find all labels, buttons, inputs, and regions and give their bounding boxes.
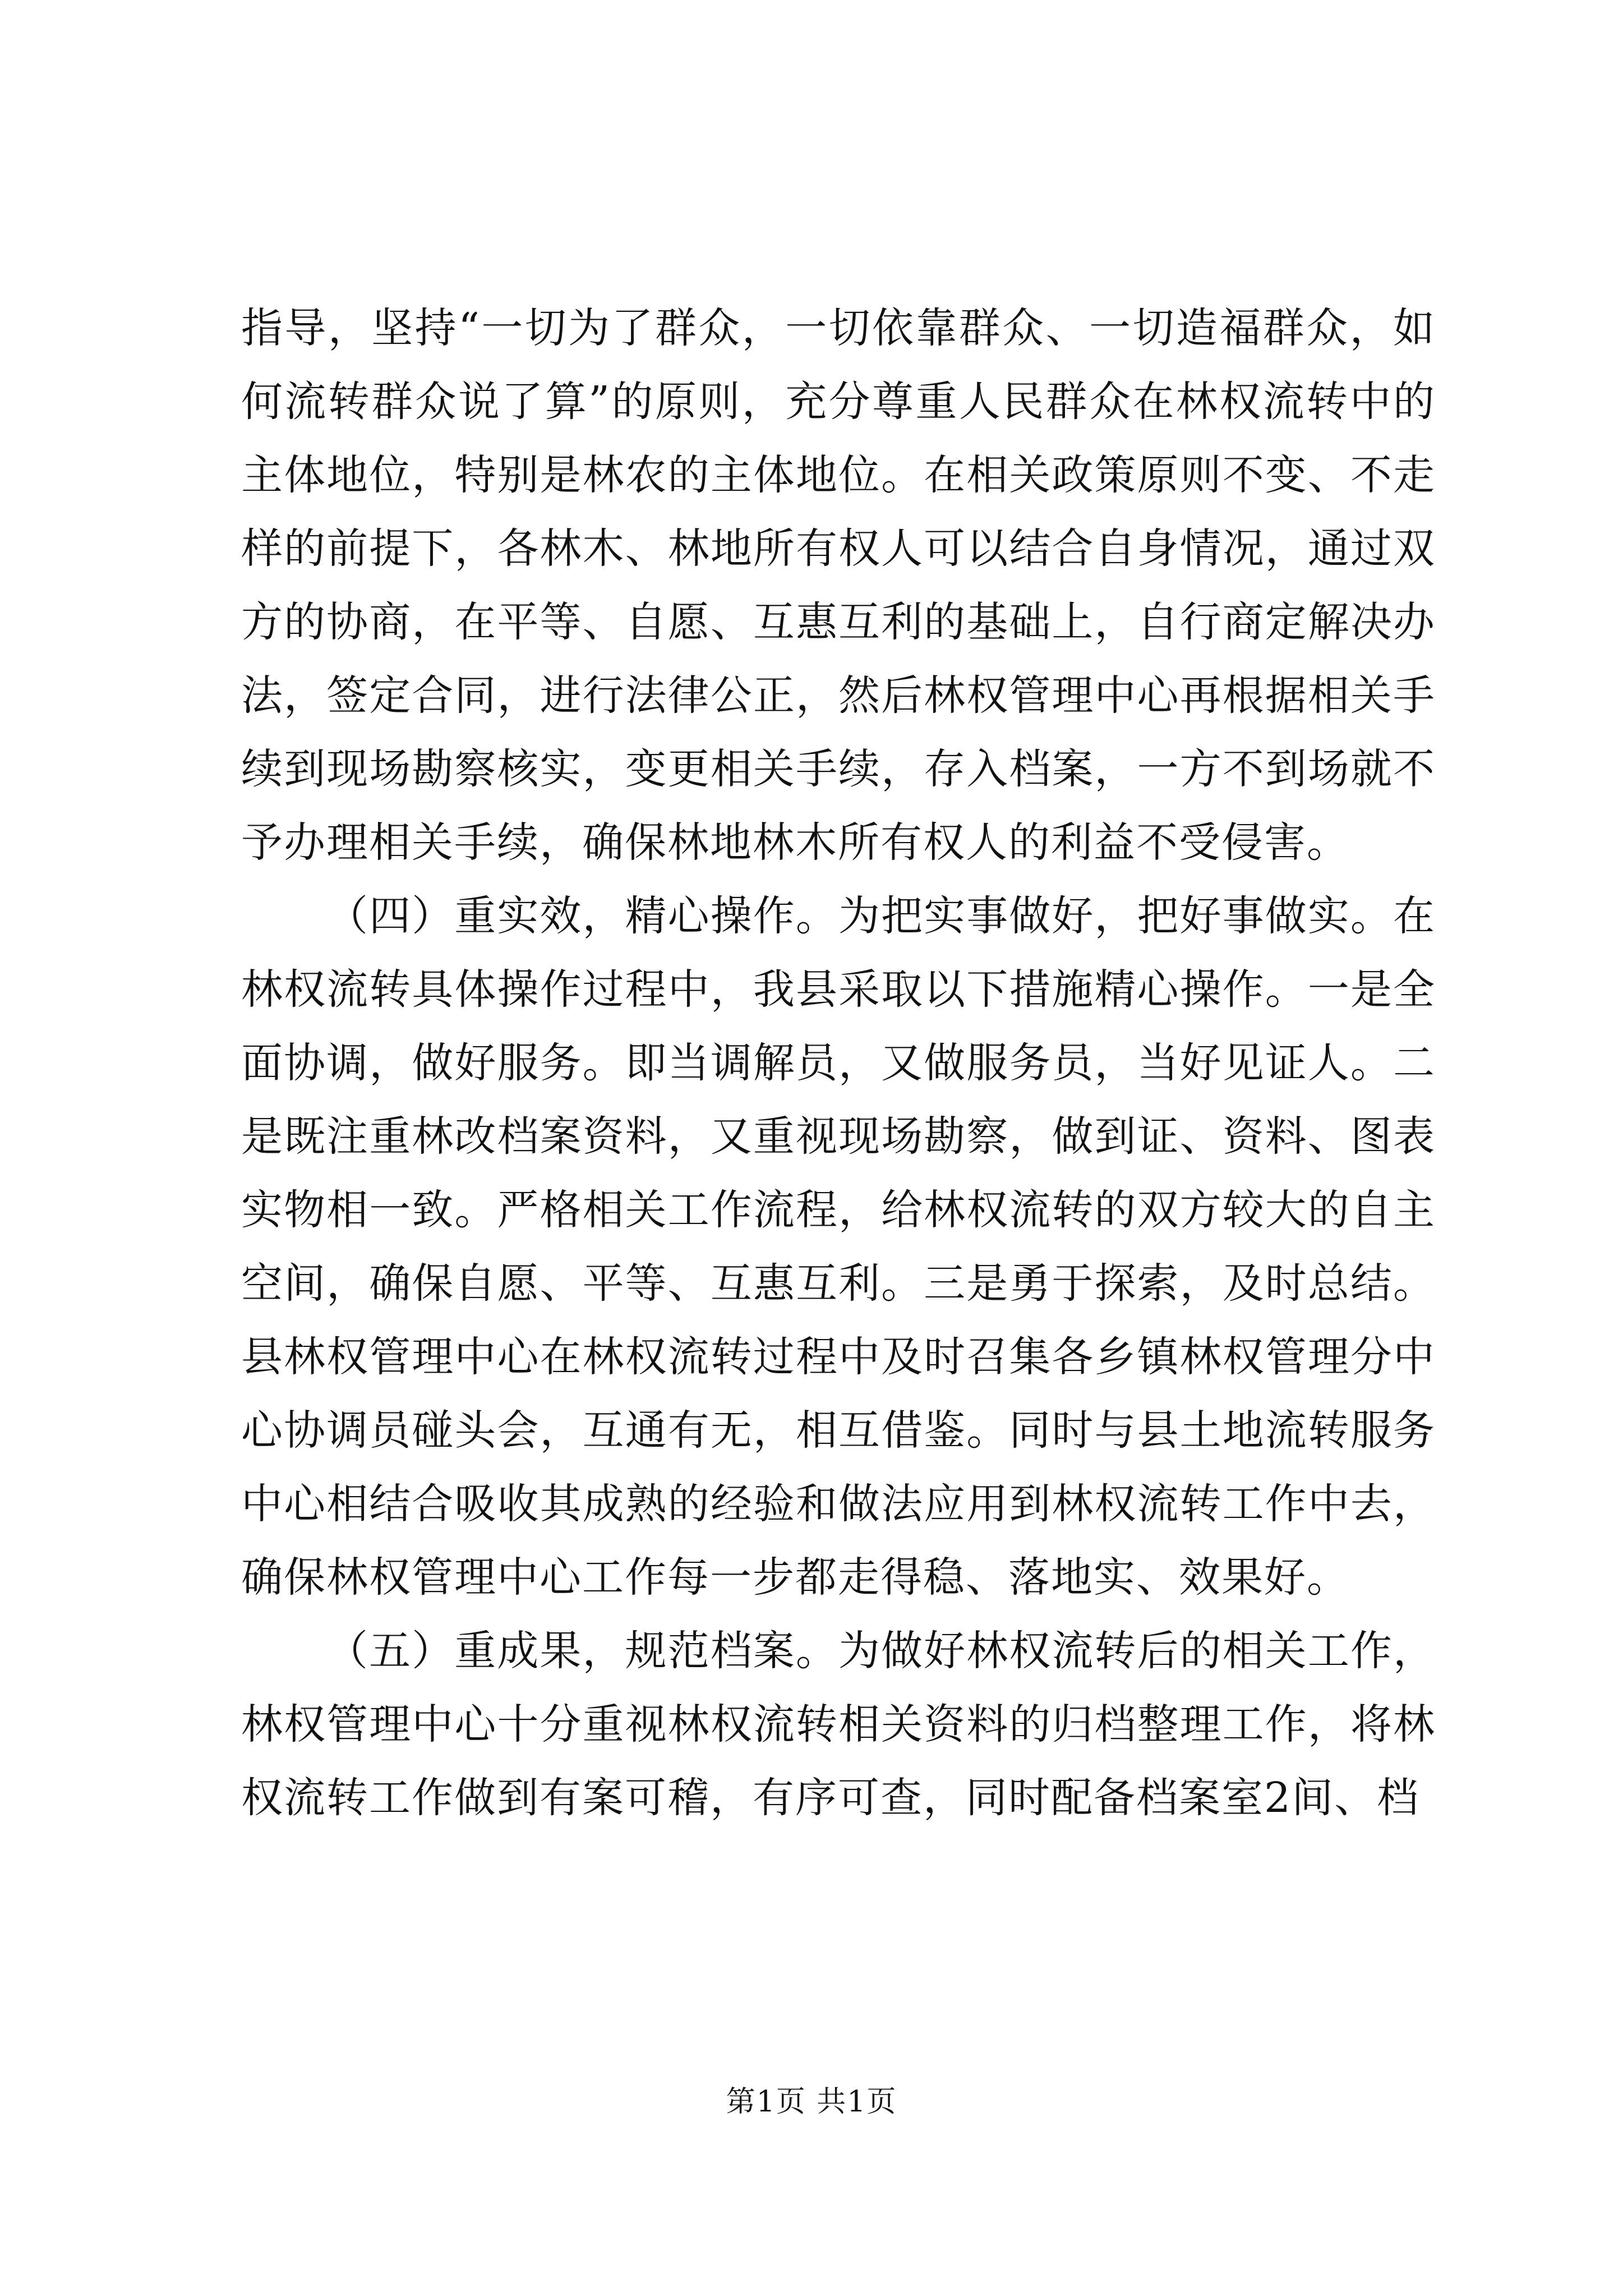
page-footer: 第1页 共1页: [726, 2085, 897, 2119]
paragraph-section-four: （四）重实效，精心操作。为把实事做好，把好事做实。在林权流转具体操作过程中，我县采取以下措施精心操作。一是全面协调，做好服务。即当调解员，又做服务员，当好见证人。二是既注重林改档案资料，又重视现场勘察，做到证、资料、图表实物相一致。严格相关工作流程，给林权流转的双方较大的自主空间，确保自愿、平等、互惠互利。三是勇于探索，及时总结。县林权管理中心在林权流转过程中及时召集各乡镇林权管理分中心协调员碰头会，互通有无，相互借鉴。同时与县土地流转服务中心相结合吸收其成熟的经验和做法应用到林权流转工作中去，确保林权管理中心工作每一步都走得稳、落地实、效果好。: [241, 892, 1436, 1602]
paragraph-section-five: （五）重成果，规范档案。为做好林权流转后的相关工作，林权管理中心十分重视林权流转相关资料的归档整理工作，将林权流转工作做到有案可稽，有序可查，同时配备档案室2间、档: [241, 1627, 1436, 1822]
paragraph-continued: 指导，坚持“一切为了群众，一切依靠群众、一切造福群众，如何流转群众说了算”的原则，充分尊重人民群众在林权流转中的主体地位，特别是林农的主体地位。在相关政策原则不变、不走样的前提下，各林木、林地所有权人可以结合自身情况，通过双方的协商，在平等、自愿、互惠互利的基础上，自行商定解决办法，签定合同，进行法律公正，然后林权管理中心再根据相关手续到现场勘察核实，变更相关手续，存入档案，一方不到场就不予办理相关手续，确保林地林木所有权人的利益不受侵害。: [241, 304, 1436, 867]
document-body: [241, 292, 1436, 1835]
